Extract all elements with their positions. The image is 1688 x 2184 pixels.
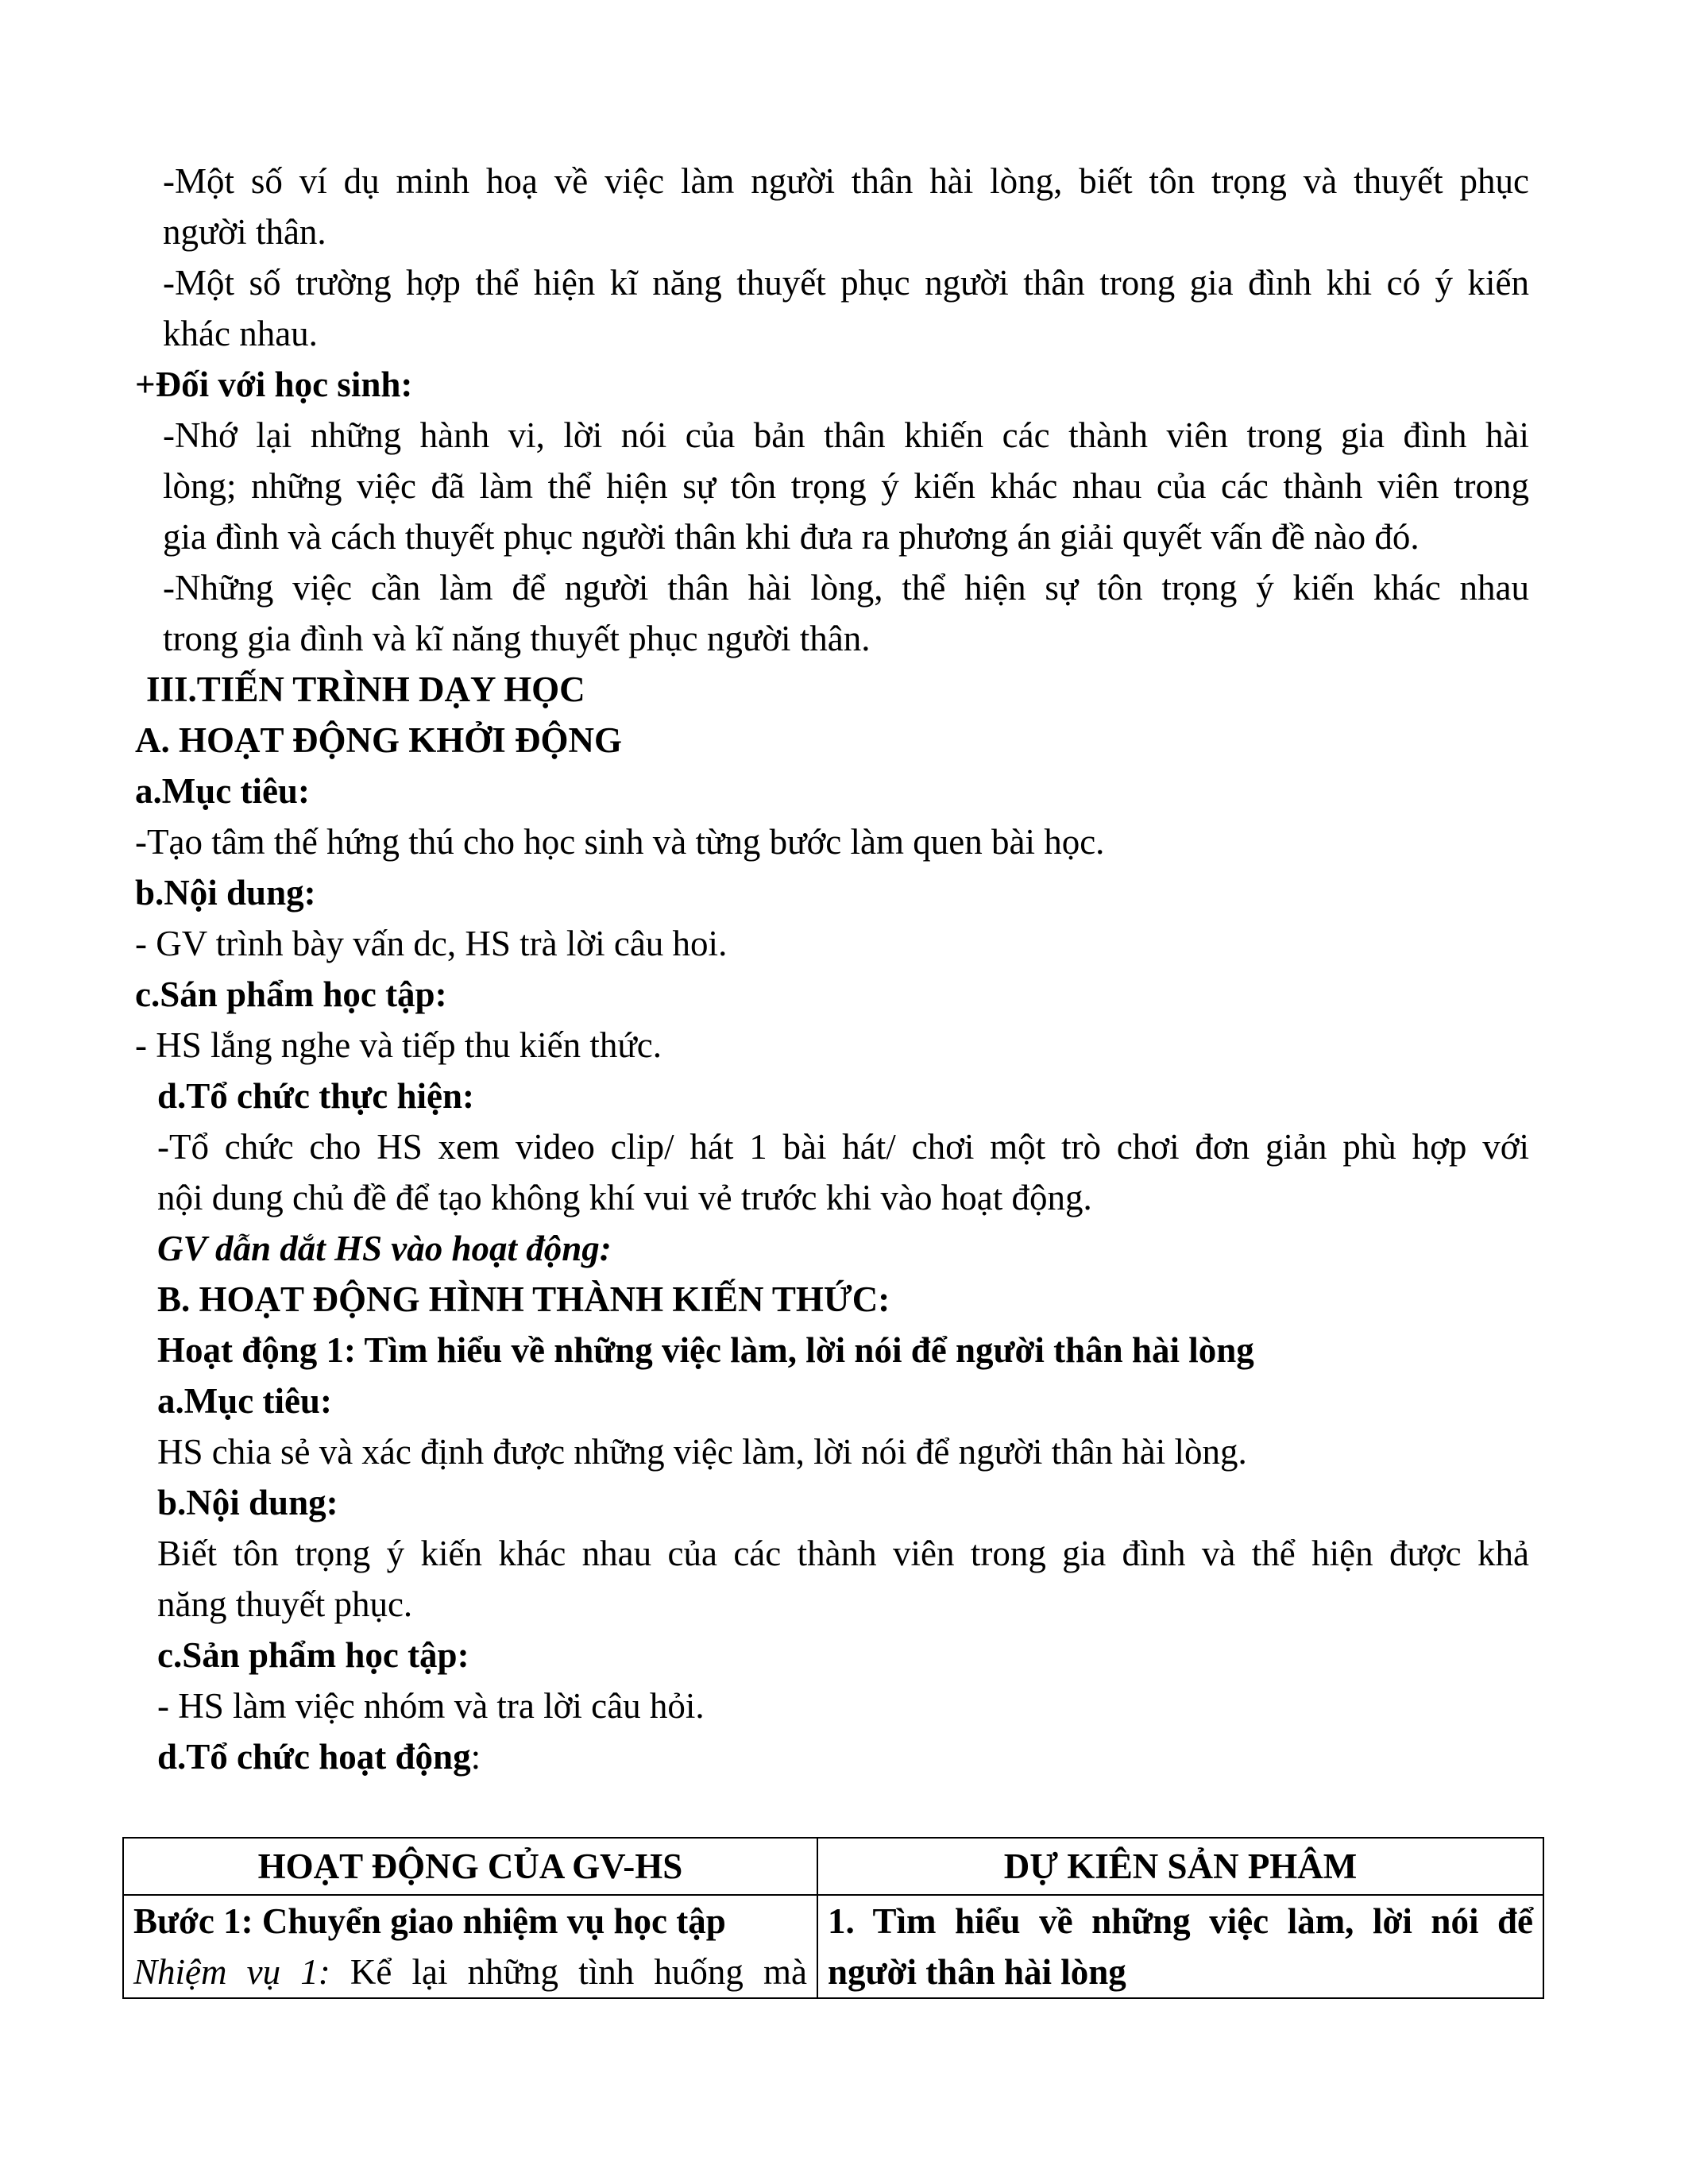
result-line: người thân hài lòng (828, 1952, 1126, 1992)
text-line: nội dung chủ đề để tạo không khí vui vẻ trước khi vào hoạt động. (157, 1178, 1092, 1217)
task-label: Nhiệm vụ 1: (133, 1952, 330, 1992)
task-text: Kể lại những tình huống mà (330, 1952, 807, 1992)
section-heading: III.TIẾN TRÌNH DẠY HỌC (146, 669, 585, 709)
product-label: c.Sán phẩm học tập: (135, 974, 447, 1014)
content-label: b.Nội dung: (157, 1483, 338, 1522)
goal-label: a.Mục tiêu: (135, 771, 310, 811)
product-cell (817, 1895, 1543, 1998)
org-colon: : (470, 1737, 481, 1777)
students-heading: +Đối với học sinh: (135, 365, 413, 404)
text-line: lòng; những việc đã làm thể hiện sự tôn trọng ý kiến khác nhau của các thành viên trong (163, 466, 1529, 506)
org-heading (157, 1731, 1529, 1782)
text-line: khác nhau. (163, 314, 318, 353)
goal-text: -Tạo tâm thế hứng thú cho học sinh và từng bước làm quen bài học. (135, 822, 1105, 862)
goal-text: HS chia sẻ và xác định được những việc làm, lời nói để người thân hài lòng. (157, 1432, 1247, 1472)
text-line: gia đình và cách thuyết phục người thân khi đưa ra phương án giải quyết vấn đề nào đó. (163, 517, 1420, 557)
org-label: d.Tổ chức hoạt động (157, 1737, 471, 1777)
text-line: -Một số ví dụ minh hoạ về việc làm người thân hài lòng, biết tôn trọng và thuyết phục (163, 161, 1529, 201)
activity-table (122, 1837, 1544, 1999)
table-header-row (123, 1838, 1543, 1895)
product-text: - HS lắng nghe và tiếp thu kiến thức. (135, 1025, 662, 1065)
part-b-heading: B. HOẠT ĐỘNG HÌNH THÀNH KIẾN THỨC: (157, 1279, 890, 1319)
lead-in: GV dẫn dắt HS vào hoạt động: (157, 1229, 612, 1268)
text-line: năng thuyết phục. (157, 1584, 413, 1624)
activity-1-heading: Hoạt động 1: Tìm hiểu về những việc làm, lời nói để người thân hài lòng (157, 1330, 1254, 1370)
text-line: -Nhớ lại những hành vi, lời nói của bản thân khiến các thành viên trong gia đình hài (163, 415, 1529, 455)
text-line: trong gia đình và kĩ năng thuyết phục người thân. (163, 619, 871, 658)
part-a-heading: A. HOẠT ĐỘNG KHỞI ĐỘNG (135, 720, 622, 760)
header-expected-product: DỰ KIÊN SẢN PHÂM (817, 1838, 1543, 1895)
document-body (0, 156, 1688, 1782)
text-line: -Tổ chức cho HS xem video clip/ hát 1 bài hát/ chơi một trò chơi đơn giản phù hợp với (157, 1127, 1529, 1167)
task-line (133, 1947, 807, 1997)
text-line: người thân. (163, 212, 326, 252)
text-line: Biết tôn trọng ý kiến khác nhau của các thành viên trong gia đình và thể hiện được khả (157, 1534, 1529, 1573)
text-line: -Một số trường hợp thể hiện kĩ năng thuyết phục người thân trong gia đình khi có ý kiến (163, 263, 1529, 303)
header-teacher-student: HOẠT ĐỘNG CỦA GV-HS (123, 1838, 817, 1895)
step-title: Bước 1: Chuyển giao nhiệm vụ học tập (133, 1901, 726, 1941)
content-text: - GV trình bày vấn dc, HS trà lời câu hoi. (135, 924, 728, 963)
content-label: b.Nội dung: (135, 873, 316, 913)
activity-cell (123, 1895, 817, 1998)
result-line: 1. Tìm hiểu về những việc làm, lời nói để (828, 1901, 1533, 1941)
goal-label: a.Mục tiêu: (157, 1381, 332, 1421)
org-label: d.Tổ chức thực hiện: (157, 1076, 475, 1116)
product-text: - HS làm việc nhóm và tra lời câu hỏi. (157, 1686, 705, 1726)
product-label: c.Sản phẩm học tập: (157, 1635, 469, 1675)
table-row (123, 1895, 1543, 1998)
text-line: -Những việc cần làm để người thân hài lòng, thể hiện sự tôn trọng ý kiến khác nhau (163, 568, 1529, 608)
